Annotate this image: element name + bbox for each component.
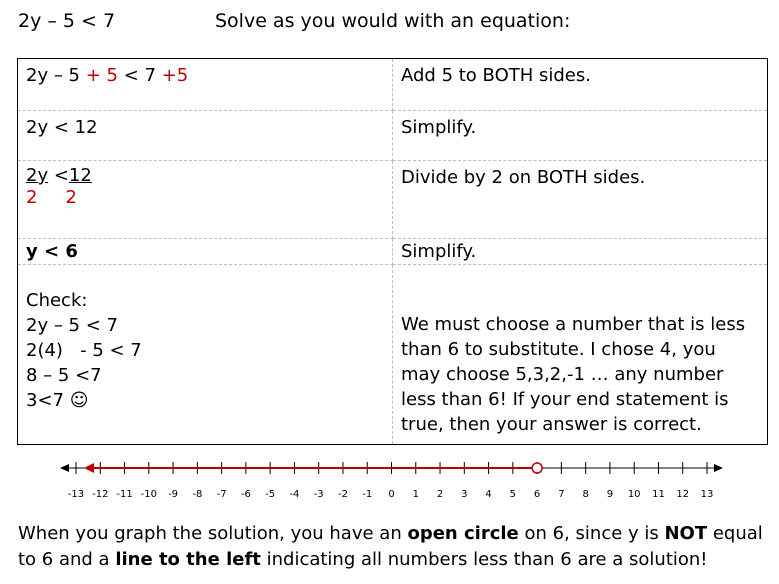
step-4-explanation: Simplify. — [393, 239, 768, 265]
tick-label: 6 — [533, 489, 541, 500]
tick-label: 11 — [652, 489, 665, 500]
check-work — [18, 265, 393, 445]
step-row-2 — [18, 111, 768, 161]
tick-label: 10 — [627, 489, 641, 500]
fraction-denominator-left: 2 — [26, 187, 38, 208]
step-row-1 — [18, 59, 768, 111]
check-label: Check: — [26, 290, 88, 311]
tick-label: -1 — [362, 489, 373, 500]
check-row — [18, 265, 768, 445]
tick-label: 12 — [676, 489, 690, 500]
axis-right-arrow — [714, 464, 723, 472]
fraction-numerator-right: 12 — [68, 165, 92, 186]
tick-label: -13 — [67, 489, 85, 500]
tick-label: -8 — [192, 489, 203, 500]
tick-label: 13 — [700, 489, 714, 500]
line-left-term: line to the left — [115, 549, 261, 570]
axis-left-arrow — [60, 464, 69, 472]
check-line: 2y – 5 < 7 — [26, 315, 118, 336]
number-line — [0, 455, 779, 505]
check-explanation: We must choose a number that is less than 6 to substitute. I chose 4, you may choose 5,3,2,-1 … any number less than 6! If your end statement is true, then your answer is correct. — [401, 314, 746, 435]
tick-label: 9 — [606, 489, 614, 500]
tick-label: -6 — [240, 489, 251, 500]
step-1-work: 2y – 5 + 5 < 7 +5 — [18, 59, 393, 111]
step-3-explanation: Divide by 2 on BOTH sides. — [393, 161, 768, 239]
tick-label: 1 — [412, 489, 419, 500]
problem-inequality: 2y – 5 < 7 — [18, 10, 116, 32]
step-4-work: y < 6 — [18, 239, 393, 265]
not-term: NOT — [664, 523, 708, 544]
tick-label: -10 — [140, 489, 157, 500]
tick-label: 3 — [461, 489, 468, 500]
step-2-explanation: Simplify. — [393, 111, 768, 161]
tick-label: 4 — [485, 489, 492, 500]
tick-label: -7 — [216, 489, 227, 500]
step-2-work: 2y < 12 — [18, 111, 393, 161]
tick-label: 0 — [388, 489, 395, 500]
tick-label: 8 — [582, 489, 589, 500]
step-row-4 — [18, 239, 768, 265]
tick-label: -2 — [337, 489, 348, 500]
check-line: 3<7 ☺ — [26, 390, 89, 411]
tick-label: -3 — [313, 489, 324, 500]
step-row-3 — [18, 161, 768, 239]
fraction-denominator-right: 2 — [65, 187, 77, 208]
step-1-explanation: Add 5 to BOTH sides. — [393, 59, 768, 111]
step-3-work — [18, 161, 393, 239]
tick-label: -9 — [168, 489, 179, 500]
fraction-numerator-left: 2y — [26, 165, 49, 186]
tick-label: -11 — [116, 489, 133, 500]
footer-explanation: When you graph the solution, you have an open circle on 6, since y is NOT equal to 6 and a line to the left indicating all numbers less than 6 are a solution! — [18, 523, 763, 570]
solution-arrow-left — [84, 463, 94, 473]
check-line: 8 – 5 <7 — [26, 365, 102, 386]
open-circle — [532, 463, 542, 473]
solution-steps-table — [17, 58, 768, 445]
tick-label: -4 — [289, 489, 300, 500]
instruction-text: Solve as you would with an equation: — [215, 10, 571, 32]
tick-label: -12 — [92, 489, 109, 500]
check-line: 2(4) - 5 < 7 — [26, 340, 142, 361]
tick-label: 7 — [558, 489, 565, 500]
open-circle-term: open circle — [407, 523, 519, 544]
tick-label: 5 — [509, 489, 517, 500]
tick-label: 2 — [436, 489, 444, 500]
fraction-operator: < — [48, 165, 69, 186]
tick-label: -5 — [265, 489, 276, 500]
